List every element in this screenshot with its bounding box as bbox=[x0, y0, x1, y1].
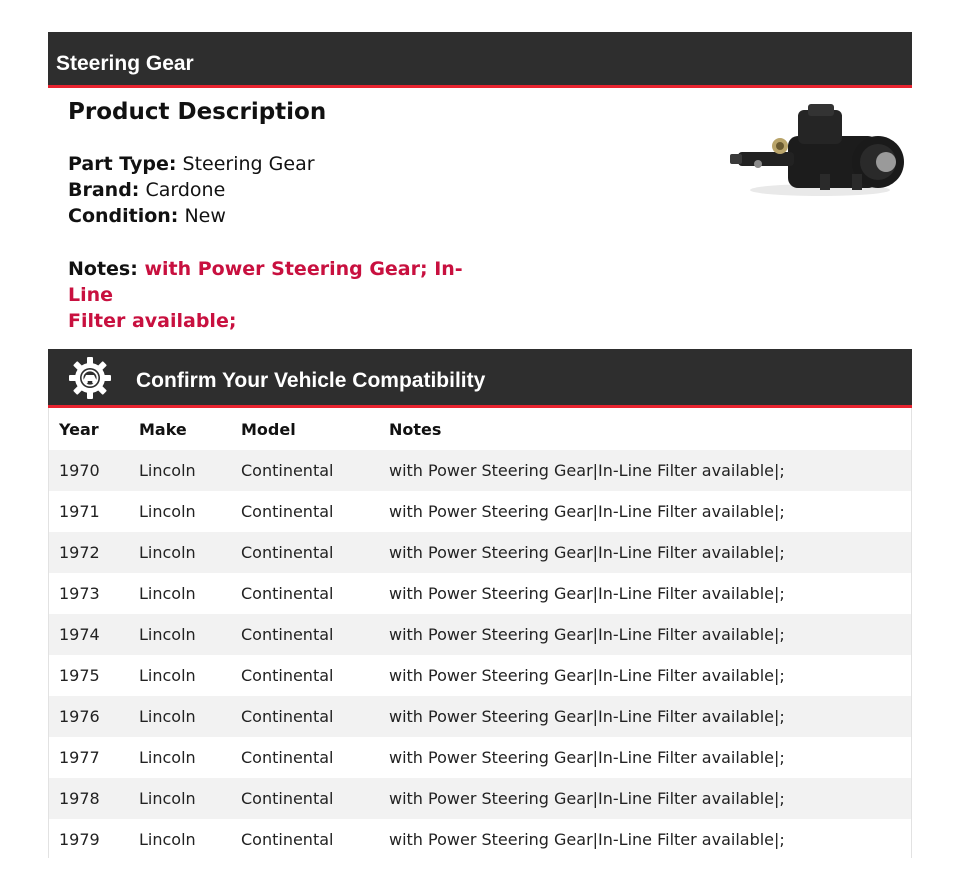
column-header-notes: Notes bbox=[389, 419, 442, 439]
cell-year: 1979 bbox=[59, 830, 100, 849]
condition-value: New bbox=[184, 205, 226, 227]
cell-model: Continental bbox=[241, 748, 334, 767]
cell-make: Lincoln bbox=[139, 543, 196, 562]
cell-make: Lincoln bbox=[139, 789, 196, 808]
cell-model: Continental bbox=[241, 502, 334, 521]
condition-label: Condition: bbox=[68, 205, 179, 227]
part-type-row bbox=[68, 151, 315, 177]
table-row bbox=[49, 491, 911, 532]
table-row bbox=[49, 655, 911, 696]
cell-make: Lincoln bbox=[139, 461, 196, 480]
condition-row bbox=[68, 203, 226, 229]
cell-model: Continental bbox=[241, 707, 334, 726]
product-description-heading: Product Description bbox=[68, 99, 327, 125]
cell-year: 1972 bbox=[59, 543, 100, 562]
cell-model: Continental bbox=[241, 830, 334, 849]
table-row bbox=[49, 532, 911, 573]
cell-make: Lincoln bbox=[139, 830, 196, 849]
cell-model: Continental bbox=[241, 584, 334, 603]
cell-year: 1978 bbox=[59, 789, 100, 808]
cell-notes: with Power Steering Gear|In-Line Filter available|; bbox=[389, 543, 785, 562]
table-row bbox=[49, 696, 911, 737]
cell-model: Continental bbox=[241, 543, 334, 562]
column-header-model: Model bbox=[241, 419, 296, 439]
compatibility-table-container bbox=[48, 408, 912, 858]
cell-make: Lincoln bbox=[139, 584, 196, 603]
section-header bbox=[48, 32, 912, 88]
table-row bbox=[49, 573, 911, 614]
brand-value: Cardone bbox=[145, 179, 226, 201]
notes-value-line1: with Power Steering Gear; In-Line bbox=[68, 258, 463, 306]
cell-notes: with Power Steering Gear|In-Line Filter available|; bbox=[389, 789, 785, 808]
cell-notes: with Power Steering Gear|In-Line Filter available|; bbox=[389, 748, 785, 767]
notes-block bbox=[68, 256, 488, 334]
cell-make: Lincoln bbox=[139, 707, 196, 726]
part-type-value: Steering Gear bbox=[182, 153, 315, 175]
cell-make: Lincoln bbox=[139, 625, 196, 644]
table-row bbox=[49, 450, 911, 491]
cell-year: 1973 bbox=[59, 584, 100, 603]
brand-label: Brand: bbox=[68, 179, 140, 201]
cell-make: Lincoln bbox=[139, 666, 196, 685]
cell-notes: with Power Steering Gear|In-Line Filter available|; bbox=[389, 830, 785, 849]
cell-notes: with Power Steering Gear|In-Line Filter available|; bbox=[389, 502, 785, 521]
cell-make: Lincoln bbox=[139, 748, 196, 767]
cell-year: 1976 bbox=[59, 707, 100, 726]
cell-year: 1974 bbox=[59, 625, 100, 644]
cell-notes: with Power Steering Gear|In-Line Filter available|; bbox=[389, 584, 785, 603]
cell-notes: with Power Steering Gear|In-Line Filter available|; bbox=[389, 707, 785, 726]
table-row bbox=[49, 819, 911, 860]
cell-notes: with Power Steering Gear|In-Line Filter available|; bbox=[389, 625, 785, 644]
column-header-make: Make bbox=[139, 419, 187, 439]
cell-model: Continental bbox=[241, 666, 334, 685]
table-row bbox=[49, 737, 911, 778]
steering-gear-image bbox=[728, 102, 906, 202]
section-title: Steering Gear bbox=[56, 52, 194, 75]
cell-year: 1970 bbox=[59, 461, 100, 480]
column-header-year: Year bbox=[59, 419, 99, 439]
compatibility-table bbox=[49, 408, 911, 860]
gear-car-icon bbox=[68, 356, 112, 400]
table-row bbox=[49, 778, 911, 819]
table-body bbox=[49, 450, 911, 860]
table-header-row bbox=[49, 408, 911, 450]
notes-value-line2: Filter available; bbox=[68, 310, 237, 332]
cell-year: 1971 bbox=[59, 502, 100, 521]
compatibility-header bbox=[48, 349, 912, 408]
compatibility-title: Confirm Your Vehicle Compatibility bbox=[136, 369, 486, 392]
cell-model: Continental bbox=[241, 461, 334, 480]
cell-notes: with Power Steering Gear|In-Line Filter available|; bbox=[389, 666, 785, 685]
part-type-label: Part Type: bbox=[68, 153, 177, 175]
cell-make: Lincoln bbox=[139, 502, 196, 521]
cell-model: Continental bbox=[241, 625, 334, 644]
cell-year: 1975 bbox=[59, 666, 100, 685]
cell-model: Continental bbox=[241, 789, 334, 808]
notes-label: Notes: bbox=[68, 258, 138, 280]
table-row bbox=[49, 614, 911, 655]
cell-year: 1977 bbox=[59, 748, 100, 767]
cell-notes: with Power Steering Gear|In-Line Filter available|; bbox=[389, 461, 785, 480]
brand-row bbox=[68, 177, 225, 203]
